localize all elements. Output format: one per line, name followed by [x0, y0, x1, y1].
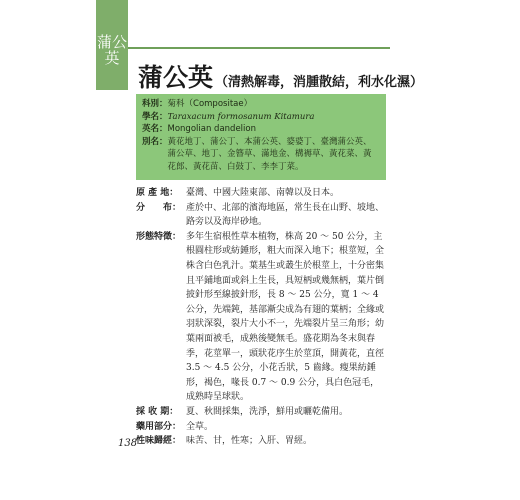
section-value: 全草。	[186, 421, 214, 432]
section-value: 多年生宿根性草本植物，株高 20 ～ 50 公分，主根圓柱形或紡錘形，粗大而深入地下；根莖短，全株含白色乳汁。葉基生或叢生於根莖上，十分密集且平鋪地面或斜上生長，具短柄或幾無柄，葉片倒披針形至線披針形，長 8 ～ 25 公分，寬 1 ～ 4 公分，先端鈍，基部漸尖成為有翅的葉柄；全緣或羽狀深裂，裂片大小不一，先端裂片呈三角形；幼葉兩面被毛，成熟後變無毛。盛花期為冬末與春季，花莖單一，頭狀花序生於莖頂，開黃花，直徑 3.5 ～ 4.5 公分，小花舌狀，5 齒緣。瘦果紡錘形，褐色，喙長 0.7 ～ 0.9 公分，具白色冠毛，成熟時呈球狀。	[186, 231, 385, 403]
section-medicinal-part	[136, 420, 386, 435]
section-origin	[136, 186, 386, 201]
section-label: 分 布：	[136, 202, 182, 213]
side-tab	[96, 0, 128, 90]
section-value: 味苦、甘，性寒；入肝、胃經。	[186, 436, 313, 447]
info-value: Taraxacum formosanum Kitamura	[167, 111, 315, 122]
info-row-english-name	[142, 123, 380, 136]
info-row-family	[142, 98, 380, 111]
header-rule	[128, 47, 390, 49]
info-label: 學名：	[142, 111, 168, 122]
info-row-aliases	[142, 136, 380, 174]
section-harvest	[136, 405, 386, 420]
info-value: 黃花地丁、蒲公丁、本蒲公英、婆婆丁、臺灣蒲公英、蒲公草、地丁、金簪草、滿地金、構褥草、黃花菜、黃花郎、黃花苗、白鼓丁、李李丁菜。	[167, 136, 372, 172]
page-title	[138, 58, 424, 92]
side-tab-label: 蒲公英	[96, 33, 127, 67]
info-row-scientific-name	[142, 111, 380, 124]
section-label: 採 收 期：	[136, 406, 179, 417]
section-value: 夏、秋間採集，洗淨，鮮用或曬乾備用。	[186, 406, 349, 417]
section-properties	[136, 434, 386, 449]
page-number: 138	[118, 438, 138, 449]
section-label: 性味歸經：	[136, 436, 182, 447]
info-label: 英名：	[142, 124, 168, 134]
title-subtitle: （清熱解毒，消腫散結，利水化濕）	[215, 75, 424, 90]
info-box	[136, 94, 386, 180]
info-label: 科別：	[142, 99, 168, 109]
section-value: 臺灣、中國大陸東部、南韓以及日本。	[186, 188, 340, 198]
section-distribution	[136, 201, 386, 230]
info-label: 別名：	[142, 136, 168, 147]
section-label: 藥用部分：	[136, 421, 182, 432]
info-value: 菊科（Compositae）	[167, 99, 253, 109]
section-label: 原 產 地：	[136, 188, 179, 198]
section-label: 形態特徵：	[136, 231, 182, 242]
section-value: 產於中、北部的濱海地區，常生長在山野、坡地、路旁以及海岸砂地。	[186, 202, 385, 228]
info-value: Mongolian dandelion	[167, 124, 256, 134]
title-main: 蒲公英	[138, 63, 214, 92]
body-content	[136, 186, 386, 449]
section-morphology	[136, 230, 386, 405]
